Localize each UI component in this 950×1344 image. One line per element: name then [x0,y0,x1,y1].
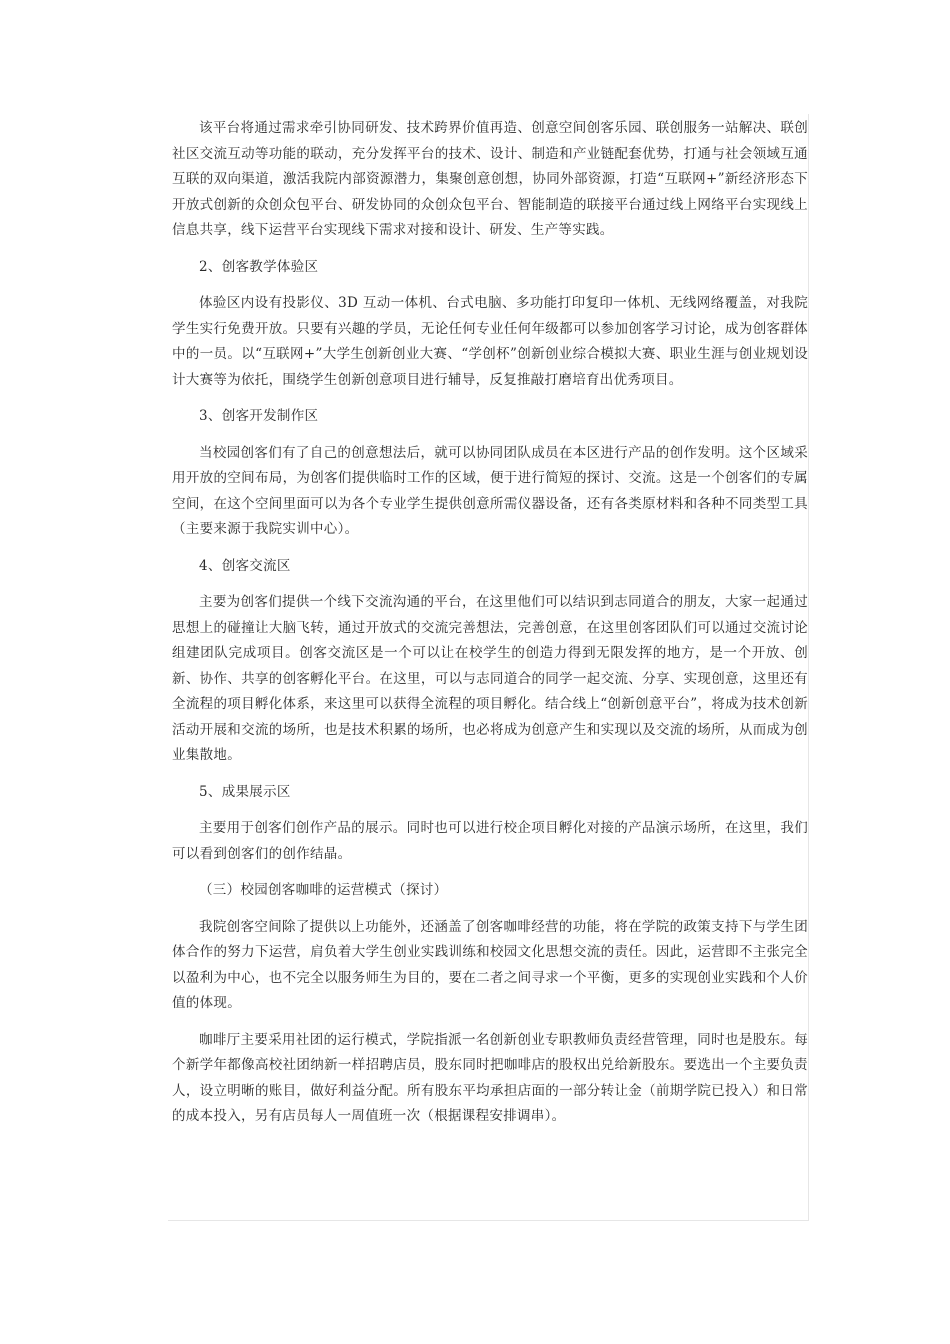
paragraph-cafe-management: 咖啡厅主要采用社团的运行模式，学院指派一名创新创业专职教师负责经营管理，同时也是股东。每个新学年都像高校社团纳新一样招聘店员，股东同时把咖啡店的股权出兑给新股东。要选出一个主要负责人，设立明晰的账目，做好利益分配。所有股东平均承担店面的一部分转让金（前期学院已投入）和日常的成本投入，另有店员每人一周值班一次（根据课程安排调串）。 [172,1031,808,1124]
paragraph-cafe-functions: 我院创客空间除了提供以上功能外，还涵盖了创客咖啡经营的功能，将在学院的政策支持下与学生团体合作的努力下运营，肩负着大学生创业实践训练和校园文化思想交流的责任。因此，运营即不主张完全以盈利为中心，也不完全以服务师生为目的，要在二者之间寻求一个平衡，更多的实现创业实践和个人价值的体现。 [172,918,808,1011]
heading-showcase-zone: 5、成果展示区 [199,783,291,800]
heading-teaching-experience-zone: 2、创客教学体验区 [199,258,319,275]
paragraph-platform-intro: 该平台将通过需求牵引协同研发、技术跨界价值再造、创意空间创客乐园、联创服务一站解决、联创社区交流互动等功能的联动，充分发挥平台的技术、设计、制造和产业链配套优势，打通与社会领域互通互联的双向渠道，激活我院内部资源潜力，集聚创意创想，协同外部资源，打造“互联网+”新经济形态下开放式创新的众创众包平台、研发协同的众创众包平台、智能制造的联接平台通过线上网络平台实现线上信息共享，线下运营平台实现线下需求对接和设计、研发、生产等实践。 [172,120,808,238]
paragraph-teaching-experience-zone: 体验区内设有投影仪、3D 互动一体机、台式电脑、多功能打印复印一体机、无线网络覆盖，对我院学生实行免费开放。只要有兴趣的学员，无论任何专业任何年级都可以参加创客学习讨论，成为创客群体中的一员。以“互联网+”大学生创新创业大赛、“学创杯”创新创业综合模拟大赛、职业生涯与创业规划设计大赛等为依托，围绕学生创新创意项目进行辅导，反复推敲打磨培育出优秀项目。 [172,295,808,388]
heading-cafe-operation: （三）校园创客咖啡的运营模式（探讨） [199,882,448,898]
heading-exchange-zone: 4、创客交流区 [199,557,291,574]
paragraph-showcase-zone: 主要用于创客们创作产品的展示。同时也可以进行校企项目孵化对接的产品演示场所，在这里，我们可以看到创客们的创作结晶。 [172,820,808,862]
paragraph-exchange-zone: 主要为创客们提供一个线下交流沟通的平台，在这里他们可以结识到志同道合的朋友，大家一起通过思想上的碰撞让大脑飞转，通过开放式的交流完善想法，完善创意，在这里创客团队们可以通过交流讨论组建团队完成项目。创客交流区是一个可以让在校学生的创造力得到无限发挥的地方，是一个开放、创新、协作、共享的创客孵化平台。在这里，可以与志同道合的同学一起交流、分享、实现创意，这里还有全流程的项目孵化体系，来这里可以获得全流程的项目孵化。结合线上“创新创意平台”，将成为技术创新活动开展和交流的场所，也是技术积累的场所，也必将成为创意产生和实现以及交流的场所，从而成为创业集散地。 [172,594,808,763]
heading-development-zone: 3、创客开发制作区 [199,408,319,424]
paragraph-development-zone: 当校园创客们有了自己的创意想法后，就可以协同团队成员在本区进行产品的创作发明。这个区域采用开放的空间布局，为创客们提供临时工作的区域，便于进行简短的探讨、交流。这是一个创客们的专属空间，在这个空间里面可以为各个专业学生提供创意所需仪器设备，还有各类原材料和各种不同类型工具（主要来源于我院实训中心）。 [172,444,808,537]
document-body [172,116,808,1141]
